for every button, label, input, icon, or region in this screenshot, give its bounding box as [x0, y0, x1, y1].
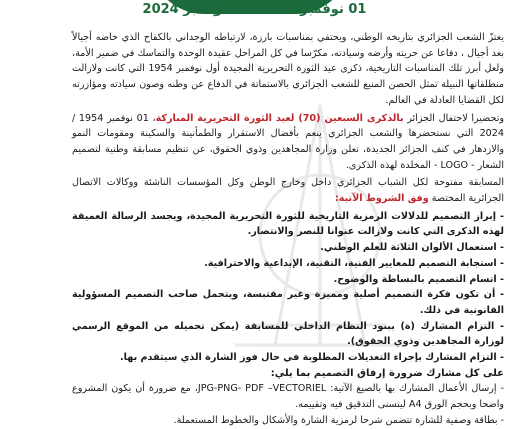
condition-item: - إبراز التصميم للدلالات الرمزية التاريخية للثورة التحريرية المجيدة، ويجسد الرسالة العميقة لهذه الذكرى التي كانت ولازالت عنوانا للنصر والانتصار.	[72, 210, 504, 238]
commemoration-dates: 01 نوفمبر 1954- 01 نوفمبر 2024	[142, 2, 367, 17]
condition-item: - التزام المشارك (ة) ببنود النظام الداخلي للمسابقة (يمكن تحميله من الموقع الرسمي لوزارة المجاهدين وذوي الحقوق).	[72, 320, 504, 348]
condition-item: - أن تكون فكرة التصميم أصلية ومميزة وغير مقتبسة، ويتحمل صاحب التصميم المسؤولية القانونية في ذلك.	[72, 289, 504, 316]
eligibility-text: المسابقة مفتوحة لكل الشباب الجزائري داخل وخارج الوطن وكل المؤسسات الناشئة ووكالات الاتصال الجزائرية المختصة	[72, 177, 504, 205]
eligibility-paragraph	[72, 175, 504, 206]
anniversary-highlight: بالذكرى السبعين (70) لعيد الثورة التحريرية المباركة	[155, 112, 404, 124]
condition-item: - استجابة التصميم للمعايير الفنية، التقنية، الإبداعية والاحترافية.	[204, 257, 504, 269]
submission-item: - إرسال الأعمال المشارك بها بالصيغ الآتية: JPG-PNG- PDF –VECTORIEL، مع ضرورة أن يكون المشروع واضحا وبحجم الورق A4 ليتسنى التدقيق فيه وتقييمه.	[72, 383, 504, 411]
conditions-heading: وفق الشروط الآتية:	[334, 193, 429, 205]
anniversary-text-end: ، 01 نوفمبر 1954 / 2024 التي نستحضرها والشعب الجزائري ينعم بأفضال الاستقرار والطمأنينة والسكينة ومقومات النمو والازدهار في كنف الجزائر الجديدة، تعلن وزارة المجاهدين وذوي الحقوق، عن تنظيم مسابقة وطنية لتصميم الشعار - LOGO - المخلدة لهذه الذكرى.	[72, 112, 504, 171]
submission-heading: على كل مشارك ضرورة إرفاق التصميم بما يلي:	[270, 367, 504, 379]
condition-item: - اتسام التصميم بالبساطة والوضوح.	[333, 273, 504, 285]
submission-item: - بطاقة وصفية للشارة تتضمن شرحا لرمزية الشارة والأشكال والخطوط المستعملة.	[173, 414, 504, 426]
announcement-body	[72, 30, 504, 429]
anniversary-paragraph	[72, 111, 504, 174]
condition-item: - استعمال الألوان الثلاثة للعلم الوطني.	[320, 242, 504, 254]
anniversary-text-start: وتحضيرا لاحتفال الجزائر	[403, 112, 504, 124]
conditions-list	[72, 209, 504, 366]
condition-item: - التزام المشارك بإجراء التعديلات المطلوبة في حال فوز الشارة الذي سيتقدم بها.	[120, 352, 504, 364]
intro-paragraph: يعتزّ الشعب الجزائري بتاريخه الوطني، ويحتفي بمناسبات بارزة، لارتباطه الوجداني بالكفاح الذي خاضه أجيالاً بعد أجيال ، دفاعا عن حريته وأرضه وسيادته، مكرّسا في كل المراحل عقيدة الوحدة والتماسك في ضمير الأمة، ولعل أبرز تلك المناسبات التاريخية، ذكرى عيد الثورة التحريرية المجيدة أول نوفمبر 1954 التي كانت ولازالت منطلقاتها النبيلة تمثل الحصن المنيع للشعب الجزائري بالاستماتة في الدفاع عن وطنه وصون سيادته ومؤازرته لكل القضايا العادلة في العالم.	[72, 32, 504, 106]
